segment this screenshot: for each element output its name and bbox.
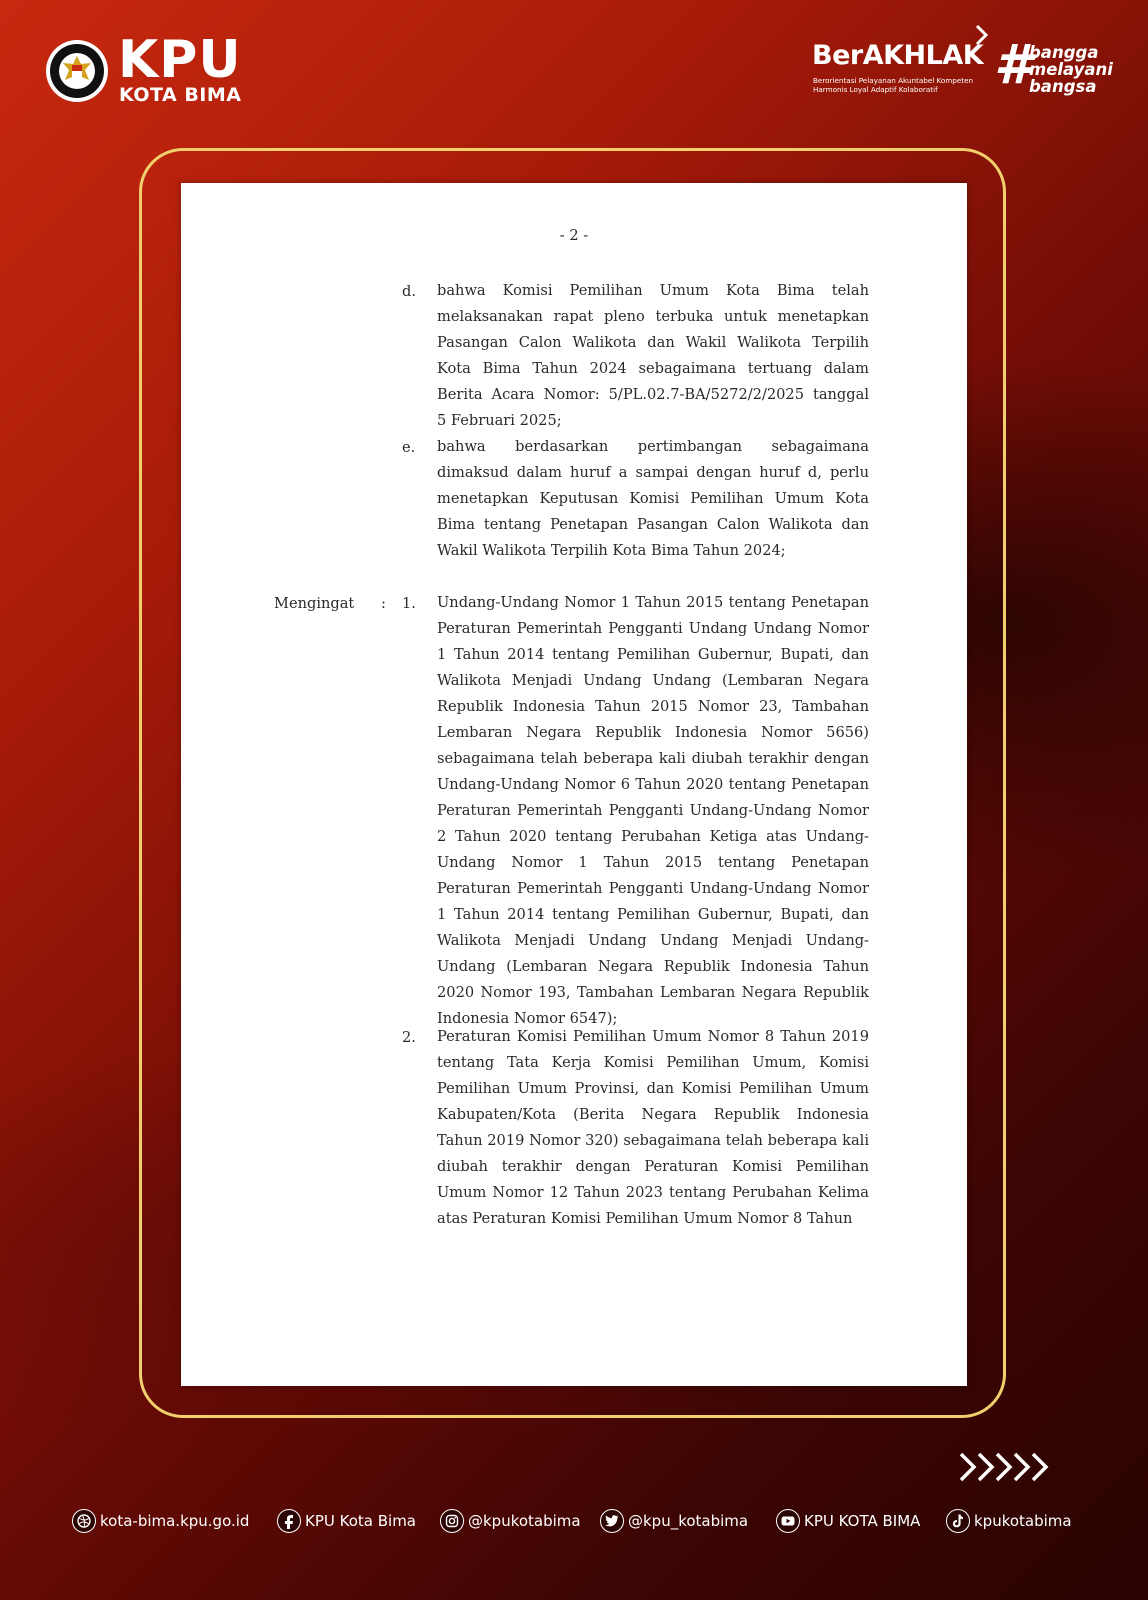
chevrons-decoration-icon [958,1450,1058,1489]
item-e-text [437,434,869,564]
hashtag-line3: bangsa [1029,77,1097,96]
text-line: Walikota Menjadi Undang Undang (Lembaran Negara [437,672,869,689]
text-line: Lembaran Negara Republik Indonesia Nomor 5656) [437,724,869,741]
document-page [181,183,967,1386]
youtube-link[interactable] [776,1507,920,1535]
text-line: Undang-Undang Nomor 1 Tahun 2015 tentang Penetapan [437,594,869,611]
page-number: - 2 - [559,227,589,244]
facebook-icon [277,1509,301,1533]
text-line: Indonesia Nomor 6547); [437,1010,618,1027]
text-line: diubah terakhir dengan Peraturan Komisi Pemilihan [437,1158,869,1175]
item-2-number: 2. [402,1029,416,1046]
item-d-text [437,278,869,434]
text-line: bahwa Komisi Pemilihan Umum Kota Bima telah [437,282,869,299]
item-e-letter: e. [402,439,416,456]
hashtag-text [1029,44,1113,95]
text-line: Wakil Walikota Terpilih Kota Bima Tahun 2024; [437,542,786,559]
kpu-logo [45,36,109,106]
twitter-icon [600,1509,624,1533]
hashtag-icon: # [994,33,1032,96]
youtube-text: KPU KOTA BIMA [804,1512,921,1530]
item-d-letter: d. [402,283,416,300]
text-line: melaksanakan rapat pleno terbuka untuk menetapkan [437,308,869,325]
text-line: Republik Indonesia Tahun 2015 Nomor 23, Tambahan [437,698,869,715]
text-line: Undang-Undang Nomor 6 Tahun 2020 tentang Penetapan [437,776,869,793]
text-line: Peraturan Pemerintah Pengganti Undang-Undang Nomor [437,802,869,819]
berakhlak-logo: BerAKHLAK [812,40,984,71]
kpu-subtitle: KOTA BIMA [119,84,242,106]
website-text: kota-bima.kpu.go.id [100,1512,250,1530]
text-line: Kota Bima Tahun 2024 sebagaimana tertuang dalam [437,360,869,377]
chevron-right-icon [975,24,989,51]
berakhlak-tagline [813,76,1003,94]
text-line: 5 Februari 2025; [437,412,562,429]
text-line: 1 Tahun 2014 tentang Pemilihan Gubernur, Bupati, dan [437,906,869,923]
text-line: Pasangan Calon Walikota dan Wakil Walikota Terpilih [437,334,869,351]
text-line: dimaksud dalam huruf a sampai dengan huruf d, perlu [437,464,869,481]
footer-social-bar [0,1507,1148,1535]
kpu-title: KPU [118,30,242,90]
text-line: tentang Tata Kerja Komisi Pemilihan Umum, Komisi [437,1054,869,1071]
instagram-link[interactable] [440,1507,581,1535]
text-line: Peraturan Komisi Pemilihan Umum Nomor 8 Tahun 2019 [437,1028,869,1045]
text-line: Undang Nomor 1 Tahun 2015 tentang Penetapan [437,854,869,871]
text-line: bahwa berdasarkan pertimbangan sebagaimana [437,438,869,455]
mengingat-label: Mengingat [274,595,355,612]
instagram-text: @kpukotabima [468,1512,581,1530]
text-line: Pemilihan Umum Provinsi, dan Komisi Pemilihan Umum [437,1080,869,1097]
text-line: Bima tentang Penetapan Pasangan Calon Walikota dan [437,516,869,533]
text-line: Umum Nomor 12 Tahun 2023 tentang Perubahan Kelima [437,1184,869,1201]
text-line: Walikota Menjadi Undang Undang Menjadi Undang- [437,932,869,949]
tiktok-link[interactable] [946,1507,1072,1535]
text-line: 2 Tahun 2020 tentang Perubahan Ketiga atas Undang- [437,828,869,845]
text-line: atas Peraturan Komisi Pemilihan Umum Nomor 8 Tahun [437,1210,853,1227]
youtube-icon [776,1509,800,1533]
mengingat-colon: : [381,595,386,612]
text-line: Berita Acara Nomor: 5/PL.02.7-BA/5272/2/2025 tanggal [437,386,869,403]
text-line: 2020 Nomor 193, Tambahan Lembaran Negara Republik [437,984,869,1001]
website-link[interactable] [72,1507,249,1535]
text-line: Peraturan Pemerintah Pengganti Undang Undang Nomor [437,620,869,637]
twitter-text: @kpu_kotabima [628,1512,749,1530]
text-line: Peraturan Pemerintah Pengganti Undang-Undang Nomor [437,880,869,897]
text-line: Kabupaten/Kota (Berita Negara Republik Indonesia [437,1106,869,1123]
berakhlak-tagline-line2: Harmonis Loyal Adaptif Kolaboratif [813,85,938,94]
text-line: 1 Tahun 2014 tentang Pemilihan Gubernur, Bupati, dan [437,646,869,663]
item-2-text [437,1024,869,1232]
text-line: Undang (Lembaran Negara Republik Indonesia Tahun [437,958,869,975]
text-line: sebagaimana telah beberapa kali diubah terakhir dengan [437,750,869,767]
item-1-number: 1. [402,595,416,612]
text-line: menetapkan Keputusan Komisi Pemilihan Umum Kota [437,490,869,507]
tiktok-icon [946,1509,970,1533]
berakhlak-tagline-line1: Berorientasi Pelayanan Akuntabel Kompeten [813,76,974,85]
dribbble-globe-icon [72,1509,96,1533]
item-1-text [437,590,869,1032]
hashtag-line1: bangga [1029,43,1099,62]
tiktok-text: kpukotabima [974,1512,1072,1530]
text-line: Tahun 2019 Nomor 320) sebagaimana telah beberapa kali [437,1132,869,1149]
facebook-text: KPU Kota Bima [305,1512,416,1530]
instagram-icon [440,1509,464,1533]
hashtag-line2: melayani [1029,60,1113,79]
facebook-link[interactable] [277,1507,416,1535]
twitter-link[interactable] [600,1507,748,1535]
